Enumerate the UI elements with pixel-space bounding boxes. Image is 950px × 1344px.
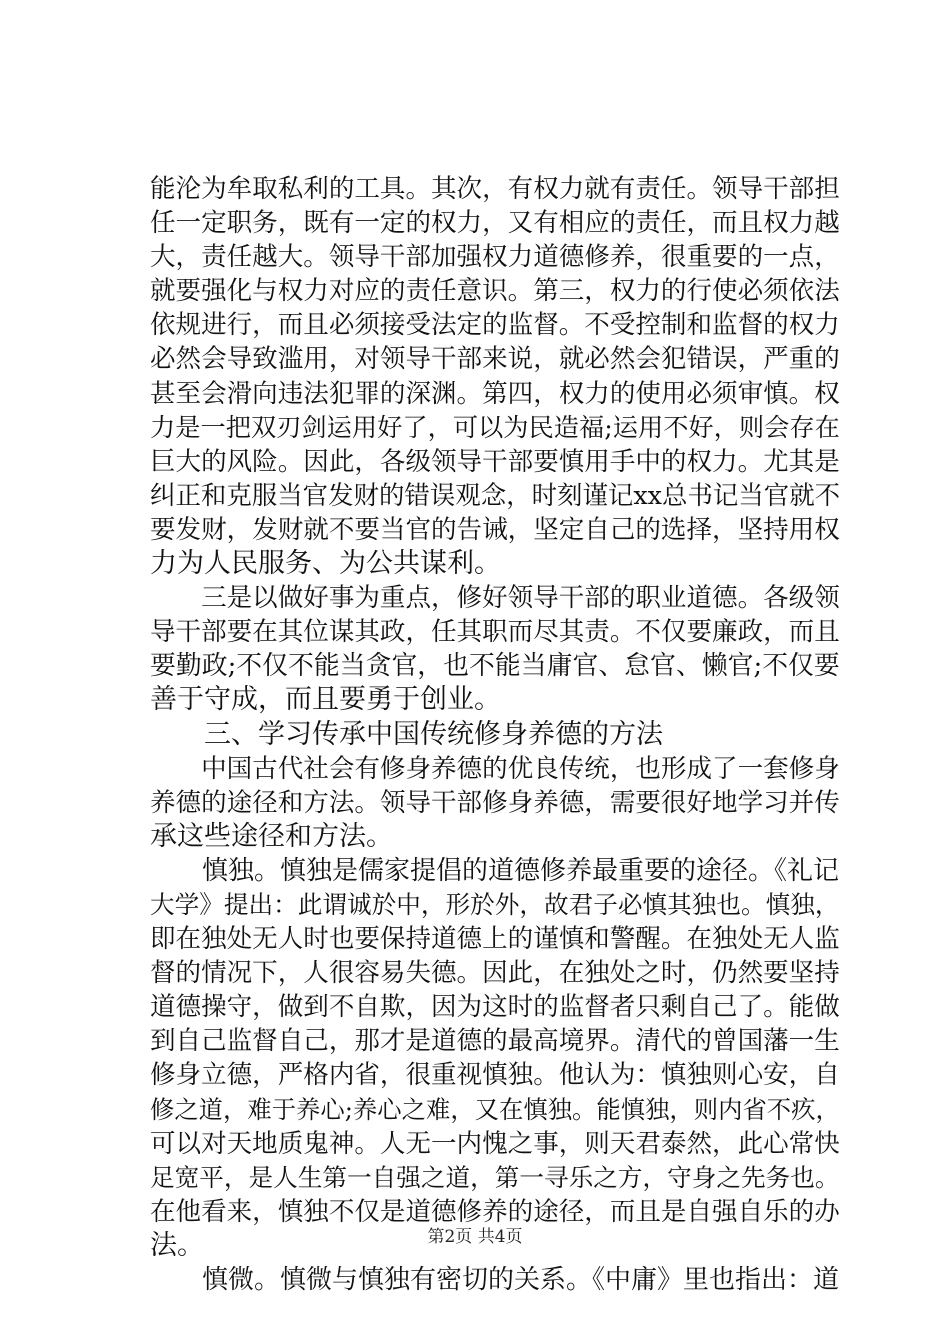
text-line: 足宽平，是人生第一自强之道，第一寻乐之方，守身之先务也。	[150, 1162, 840, 1192]
text-line: 纠正和克服当官发财的错误观念，时刻谨记xx总书记当官就不	[150, 480, 841, 511]
text-line: 督的情况下，人很容易失德。因此，在独处之时，仍然要坚持	[150, 958, 840, 989]
text-line: 善于守成，而且要勇于创业。	[150, 684, 501, 716]
page-footer: 第2页 共4页	[427, 1227, 523, 1247]
document-body	[150, 172, 840, 1297]
text-line: 可以对天地质鬼神。人无一内愧之事，则天君泰然，此心常快	[150, 1128, 840, 1159]
text-line: 力是一把双刃剑运用好了，可以为民造福;运用不好，则会存在	[150, 412, 840, 442]
text-line: 巨大的风险。因此，各级领导干部要慎用手中的权力。尤其是	[150, 446, 840, 477]
text-line: 在他看来，慎独不仅是道德修养的途径，而且是自强自乐的办	[150, 1196, 840, 1227]
text-line: 依规进行，而且必须接受法定的监督。不受控制和监督的权力	[150, 310, 840, 341]
text-line: 要勤政;不仅不能当贪官，也不能当庸官、怠官、懒官;不仅要	[150, 651, 840, 682]
text-line: 三、学习传承中国传统修身养德的方法	[150, 718, 663, 750]
text-line: 承这些途径和方法。	[150, 820, 393, 852]
text-line: 导干部要在其位谋其政，任其职而尽其责。不仅要廉政，而且	[150, 617, 840, 648]
text-line: 修之道，难于养心;养心之难，又在慎独。能慎独，则内省不疚，	[150, 1094, 840, 1124]
text-line: 必然会导致滥用，对领导干部来说，就必然会犯错误，严重的	[150, 344, 840, 375]
text-line: 任一定职务，既有一定的权力，又有相应的责任，而且权力越	[150, 208, 840, 239]
text-line: 慎微。慎微与慎独有密切的关系。《中庸》里也指出：道	[150, 1265, 839, 1295]
text-line: 要发财，发财就不要当官的告诫，坚定自己的选择，坚持用权	[150, 514, 840, 545]
text-line: 能沦为牟取私利的工具。其次，有权力就有责任。领导干部担	[150, 174, 840, 204]
text-line: 修身立德，严格内省，很重视慎独。他认为：慎独则心安，自	[150, 1060, 840, 1091]
text-line: 慎独。慎独是儒家提倡的道德修养最重要的途径。《礼记	[150, 855, 839, 886]
text-line: 到自己监督自己，那才是道德的最高境界。清代的曾国藩一生	[150, 1026, 840, 1057]
text-line: 就要强化与权力对应的责任意识。第三，权力的行使必须依法	[150, 276, 840, 307]
text-line: 三是以做好事为重点，修好领导干部的职业道德。各级领	[150, 583, 840, 614]
text-line: 中国古代社会有修身养德的优良传统，也形成了一套修身	[150, 753, 840, 784]
text-line: 道德操守，做到不自欺，因为这时的监督者只剩自己了。能做	[150, 992, 840, 1023]
text-line: 大学》提出：此谓诚於中，形於外，故君子必慎其独也。慎独，	[150, 889, 840, 919]
text-line: 法。	[150, 1229, 204, 1261]
text-line: 养德的途径和方法。领导干部修身养德，需要很好地学习并传	[150, 787, 840, 818]
text-line: 力为人民服务、为公共谋利。	[150, 548, 501, 580]
text-line: 即在独处无人时也要保持道德上的谨慎和警醒。在独处无人监	[150, 924, 840, 955]
text-line: 甚至会滑向违法犯罪的深渊。第四，权力的使用必须审慎。权	[150, 378, 840, 409]
text-line: 大，责任越大。领导干部加强权力道德修养，很重要的一点，	[150, 242, 840, 273]
